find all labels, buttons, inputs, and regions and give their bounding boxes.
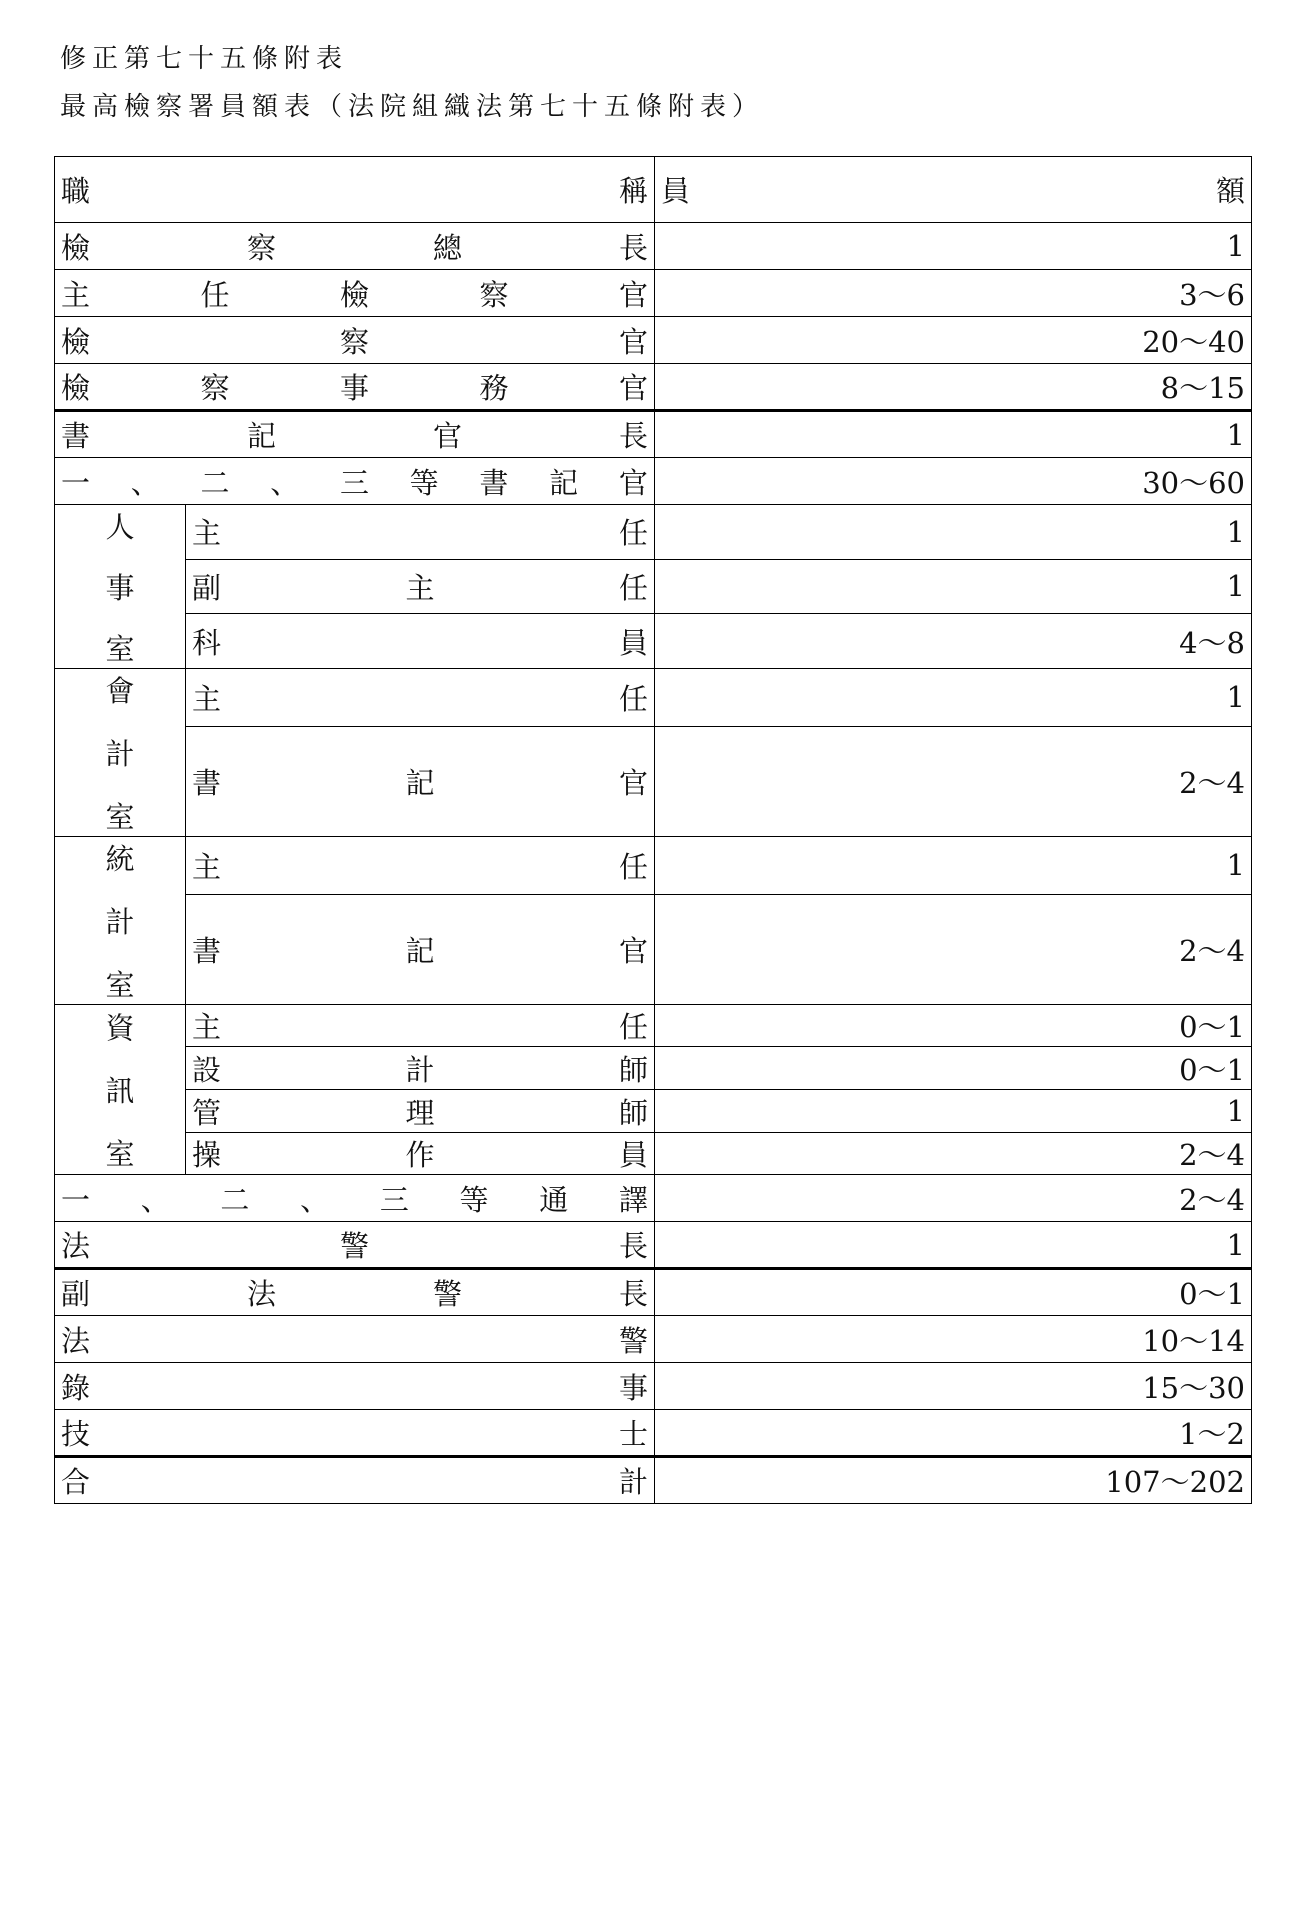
quota-count: 8～15 <box>655 364 1252 411</box>
title-char: 額 <box>1215 174 1245 208</box>
unit-row <box>55 669 1252 727</box>
job-title-text <box>61 461 648 502</box>
job-title <box>186 1047 655 1090</box>
unit-name-text <box>105 505 134 668</box>
title-char: 察 <box>479 277 509 312</box>
title-char: 員 <box>661 174 691 208</box>
title-char: 記 <box>405 933 435 968</box>
title-char: 任 <box>618 570 648 605</box>
title-char: 總 <box>432 230 462 265</box>
title-char: 察 <box>200 371 230 405</box>
unit-char: 會 <box>105 674 135 708</box>
unit-char: 計 <box>105 737 135 771</box>
table-row <box>55 1410 1252 1457</box>
title-char: 檢 <box>61 324 91 359</box>
quota-count: 2～4 <box>655 726 1252 836</box>
title-char: 主 <box>192 681 222 716</box>
unit-name-text <box>105 837 134 1004</box>
title-char: 等 <box>459 1182 489 1217</box>
unit-row <box>55 837 1252 895</box>
title-char: 任 <box>618 516 648 551</box>
title-char: 二 <box>220 1182 250 1217</box>
job-title <box>55 458 655 505</box>
title-char: 理 <box>405 1095 435 1130</box>
job-title-text <box>61 1319 648 1360</box>
title-char: 士 <box>618 1417 648 1451</box>
unit-row <box>55 1090 1252 1133</box>
title-char: 法 <box>61 1323 91 1358</box>
document-subtitle: 修正第七十五條附表 <box>60 44 349 74</box>
job-title <box>55 317 655 364</box>
title-char: 員 <box>618 1138 648 1172</box>
title-char: 合 <box>61 1465 91 1499</box>
unit-char: 統 <box>105 842 135 876</box>
job-title <box>186 894 655 1004</box>
title-char: 任 <box>200 277 230 312</box>
title-char: 檢 <box>61 371 91 405</box>
title-char: 長 <box>618 230 648 265</box>
title-char: 、 <box>130 465 160 500</box>
unit-row <box>55 505 1252 560</box>
title-char: 技 <box>61 1417 91 1451</box>
quota-count: 0～1 <box>655 1047 1252 1090</box>
table-row <box>55 411 1252 458</box>
job-title-text <box>61 1224 648 1265</box>
job-title-text <box>61 320 648 361</box>
document-title: 最高檢察署員額表（法院組織法第七十五條附表） <box>60 92 765 122</box>
title-char: 事 <box>339 371 369 405</box>
unit-name <box>55 505 186 669</box>
title-char: 二 <box>200 465 230 500</box>
title-char: 官 <box>618 465 648 500</box>
unit-row <box>55 726 1252 836</box>
quota-count: 107～202 <box>655 1457 1252 1504</box>
unit-row <box>55 894 1252 1004</box>
title-char: 職 <box>61 174 91 208</box>
job-title <box>186 669 655 727</box>
table-row <box>55 458 1252 505</box>
job-title <box>55 364 655 411</box>
title-char: 三 <box>339 465 369 500</box>
job-title-text <box>192 1133 648 1174</box>
title-char: 主 <box>405 570 435 605</box>
title-char: 察 <box>339 324 369 359</box>
unit-name-text <box>105 669 134 836</box>
job-title <box>55 411 655 458</box>
title-char: 師 <box>618 1095 648 1130</box>
title-char: 主 <box>192 516 222 551</box>
job-title-text <box>61 414 648 455</box>
title-char: 任 <box>618 681 648 716</box>
header-count-text <box>661 169 1245 210</box>
quota-count: 15～30 <box>655 1363 1252 1410</box>
title-char: 、 <box>270 465 300 500</box>
title-char: 計 <box>618 1465 648 1499</box>
title-char: 主 <box>192 849 222 884</box>
title-char: 長 <box>618 419 648 453</box>
header-title <box>55 157 655 223</box>
table-row <box>55 1222 1252 1269</box>
quota-count: 1 <box>655 505 1252 560</box>
quota-count: 1 <box>655 411 1252 458</box>
title-char: 官 <box>618 371 648 405</box>
unit-char: 室 <box>105 1137 135 1171</box>
title-char: 一 <box>61 1182 91 1217</box>
unit-char: 資 <box>105 1011 135 1045</box>
unit-char: 計 <box>105 905 135 939</box>
title-char: 操 <box>192 1138 222 1172</box>
title-char: 法 <box>61 1229 91 1263</box>
table-row <box>55 223 1252 270</box>
table-row <box>55 364 1252 411</box>
title-char: 稱 <box>618 174 648 208</box>
quota-count: 1 <box>655 669 1252 727</box>
unit-char: 訊 <box>105 1074 135 1108</box>
job-title-text <box>192 1005 648 1046</box>
job-title-text <box>192 621 648 662</box>
title-char: 檢 <box>339 277 369 312</box>
job-title <box>55 1316 655 1363</box>
table-row <box>55 1269 1252 1316</box>
unit-name <box>55 837 186 1005</box>
quota-count: 0～1 <box>655 1269 1252 1316</box>
title-char: 、 <box>300 1182 330 1217</box>
unit-name <box>55 1005 186 1175</box>
title-char: 警 <box>618 1323 648 1358</box>
title-char: 察 <box>246 230 276 265</box>
title-char: 計 <box>405 1052 435 1087</box>
table-row <box>55 1457 1252 1504</box>
title-char: 書 <box>61 419 91 453</box>
job-title <box>55 1269 655 1316</box>
title-char: 設 <box>192 1052 222 1087</box>
job-title-text <box>61 1460 648 1501</box>
job-title-text <box>61 226 648 267</box>
job-title <box>55 1410 655 1457</box>
title-char: 書 <box>479 465 509 500</box>
job-title <box>186 505 655 560</box>
title-char: 主 <box>61 277 91 312</box>
unit-row <box>55 559 1252 614</box>
job-title <box>55 223 655 270</box>
quota-count: 1 <box>655 837 1252 895</box>
title-char: 等 <box>409 465 439 500</box>
quota-count: 3～6 <box>655 270 1252 317</box>
title-char: 員 <box>618 625 648 660</box>
job-title <box>186 1090 655 1133</box>
title-char: 警 <box>432 1277 462 1311</box>
job-title-text <box>192 1048 648 1089</box>
job-title-text <box>192 566 648 607</box>
title-char: 警 <box>339 1229 369 1263</box>
unit-row <box>55 1047 1252 1090</box>
title-char: 錄 <box>61 1370 91 1405</box>
quota-count: 1 <box>655 223 1252 270</box>
table-header-row <box>55 157 1252 223</box>
job-title-text <box>61 366 648 407</box>
quota-count: 1 <box>655 1222 1252 1269</box>
job-title-text <box>192 929 648 970</box>
job-title-text <box>192 1091 648 1132</box>
quota-count: 30～60 <box>655 458 1252 505</box>
quota-count: 10～14 <box>655 1316 1252 1363</box>
title-char: 書 <box>192 765 222 800</box>
title-char: 通 <box>539 1182 569 1217</box>
quota-count: 0～1 <box>655 1005 1252 1047</box>
title-char: 管 <box>192 1095 222 1130</box>
job-title <box>186 1005 655 1047</box>
job-title <box>186 1133 655 1175</box>
table-row <box>55 270 1252 317</box>
job-title-text <box>61 1366 648 1407</box>
table-row <box>55 1316 1252 1363</box>
unit-row <box>55 1133 1252 1175</box>
title-char: 任 <box>618 1010 648 1044</box>
title-char: 副 <box>61 1277 91 1311</box>
quota-count: 2～4 <box>655 1133 1252 1175</box>
title-char: 官 <box>618 765 648 800</box>
title-char: 任 <box>618 849 648 884</box>
unit-row <box>55 614 1252 669</box>
title-char: 務 <box>479 371 509 405</box>
title-char: 法 <box>246 1277 276 1311</box>
quota-count: 2～4 <box>655 1175 1252 1222</box>
title-char: 官 <box>432 419 462 453</box>
quota-count: 1～2 <box>655 1410 1252 1457</box>
job-title-text <box>61 1272 648 1313</box>
job-title-text <box>192 845 648 886</box>
job-title <box>55 1457 655 1504</box>
job-title-text <box>192 677 648 718</box>
unit-char: 室 <box>105 800 135 834</box>
title-char: 官 <box>618 933 648 968</box>
header-title-text <box>61 169 648 210</box>
quota-count: 1 <box>655 559 1252 614</box>
job-title <box>55 1222 655 1269</box>
quota-count: 2～4 <box>655 894 1252 1004</box>
title-char: 、 <box>140 1182 170 1217</box>
title-char: 三 <box>379 1182 409 1217</box>
title-char: 記 <box>549 465 579 500</box>
unit-char: 室 <box>105 632 135 666</box>
title-char: 長 <box>618 1277 648 1311</box>
title-char: 官 <box>618 277 648 312</box>
title-char: 記 <box>246 419 276 453</box>
job-title <box>186 559 655 614</box>
unit-char: 人 <box>105 510 135 544</box>
job-title <box>186 726 655 836</box>
unit-char: 室 <box>105 968 135 1002</box>
title-char: 主 <box>192 1010 222 1044</box>
quota-count: 4～8 <box>655 614 1252 669</box>
unit-char: 事 <box>105 571 135 605</box>
job-title-text <box>192 761 648 802</box>
quota-count: 20～40 <box>655 317 1252 364</box>
table-row <box>55 317 1252 364</box>
unit-row <box>55 1005 1252 1047</box>
title-char: 事 <box>618 1370 648 1405</box>
unit-name <box>55 669 186 837</box>
title-char: 官 <box>618 324 648 359</box>
job-title <box>55 1363 655 1410</box>
title-char: 作 <box>405 1138 435 1172</box>
title-char: 記 <box>405 765 435 800</box>
title-char: 檢 <box>61 230 91 265</box>
title-char: 書 <box>192 933 222 968</box>
header-count <box>655 157 1252 223</box>
table-row <box>55 1363 1252 1410</box>
quota-count: 1 <box>655 1090 1252 1133</box>
job-title <box>186 837 655 895</box>
job-title-text <box>61 273 648 314</box>
job-title-text <box>61 1412 648 1453</box>
job-title-text <box>192 511 648 552</box>
job-title <box>55 1175 655 1222</box>
unit-name-text <box>105 1006 134 1173</box>
title-char: 一 <box>61 465 91 500</box>
title-char: 副 <box>192 570 222 605</box>
job-title <box>186 614 655 669</box>
title-char: 師 <box>618 1052 648 1087</box>
job-title <box>55 270 655 317</box>
staff-quota-table <box>54 156 1252 1504</box>
title-char: 科 <box>192 625 222 660</box>
title-char: 譯 <box>618 1182 648 1217</box>
job-title-text <box>61 1178 648 1219</box>
title-char: 長 <box>618 1229 648 1263</box>
table-row <box>55 1175 1252 1222</box>
